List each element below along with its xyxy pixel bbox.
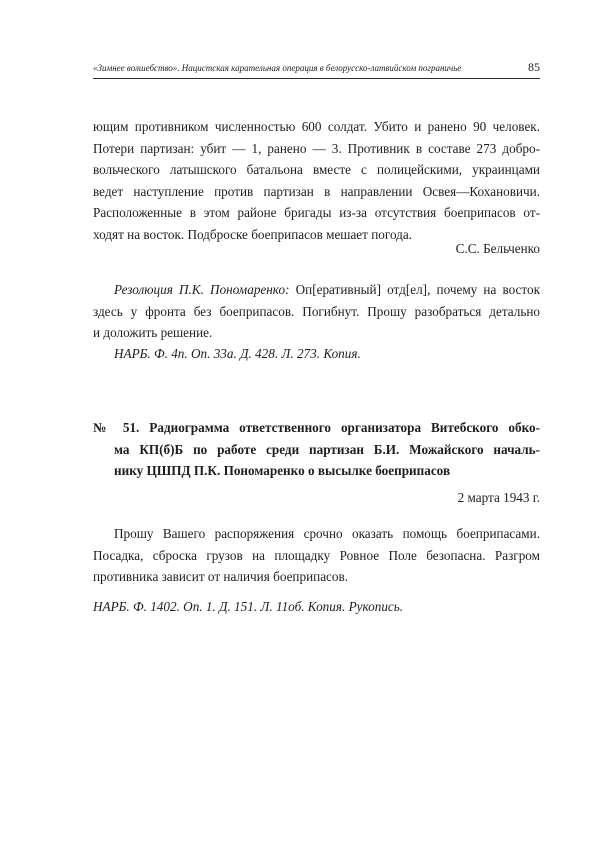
text-line <box>93 279 540 301</box>
report-paragraph <box>93 116 540 245</box>
resolution-paragraph <box>93 279 540 344</box>
text-line: Посадка, сброска грузов на площадку Ровное Поле безопасна. Разгром <box>93 547 540 563</box>
text-line: вольческого латышского батальона вместе с полицейскими, украинцами <box>93 162 540 177</box>
text-line: ющим противником численностью 600 солдат. Убито и ранено 90 человек. <box>93 119 540 134</box>
text-line: здесь у фронта без боеприпасов. Погибнут. Прошу разобраться детально <box>93 303 540 319</box>
running-header <box>93 60 540 75</box>
page-number: 85 <box>528 60 540 74</box>
resolution-label: Резолюция П.К. Пономаренко: <box>114 282 290 297</box>
header-rule <box>93 78 540 79</box>
text-line: Расположенные в этом районе бригады из-за отсутствия боеприпасов от- <box>93 205 540 220</box>
document-date: 2 марта 1943 г. <box>457 490 540 505</box>
archive-source: НАРБ. Ф. 1402. Оп. 1. Д. 151. Л. 11об. Копия. Рукопись. <box>93 599 404 614</box>
signature: С.С. Бельченко <box>455 241 540 256</box>
document-body <box>93 523 540 588</box>
running-header-title: «Зимнее волшебство». Нацистская карательная операция в белорусско-латвийском пограничье <box>93 63 462 73</box>
text-line: ведет наступление против партизан в направлении Освея—Кохановичи. <box>93 183 540 199</box>
heading-line: ма КП(б)Б по работе среди партизан Б.И. Можайского началь- <box>114 441 540 457</box>
text-line: и доложить решение. <box>93 325 213 340</box>
archive-source: НАРБ. Ф. 4п. Оп. 33а. Д. 428. Л. 273. Копия. <box>114 346 361 361</box>
heading-line: нику ЦШПД П.К. Пономаренко о высылке боеприпасов <box>114 463 451 478</box>
resolution-text: Оп[еративный] отд[ел], почему на восток <box>289 282 540 297</box>
text-line: Прошу Вашего распоряжения срочно оказать помощь боеприпасами. <box>114 526 540 541</box>
heading-line: № 51. Радиограмма ответственного организатора Витебского обко- <box>93 420 540 435</box>
text-line: Потери партизан: убит — 1, ранено — 3. Противник в составе 273 добро- <box>93 140 540 156</box>
document-heading <box>93 417 540 482</box>
text-line: ходят на восток. Подброске боеприпасов мешает погода. <box>93 226 413 242</box>
text-line: противника зависит от наличия боеприпасов. <box>93 569 349 584</box>
